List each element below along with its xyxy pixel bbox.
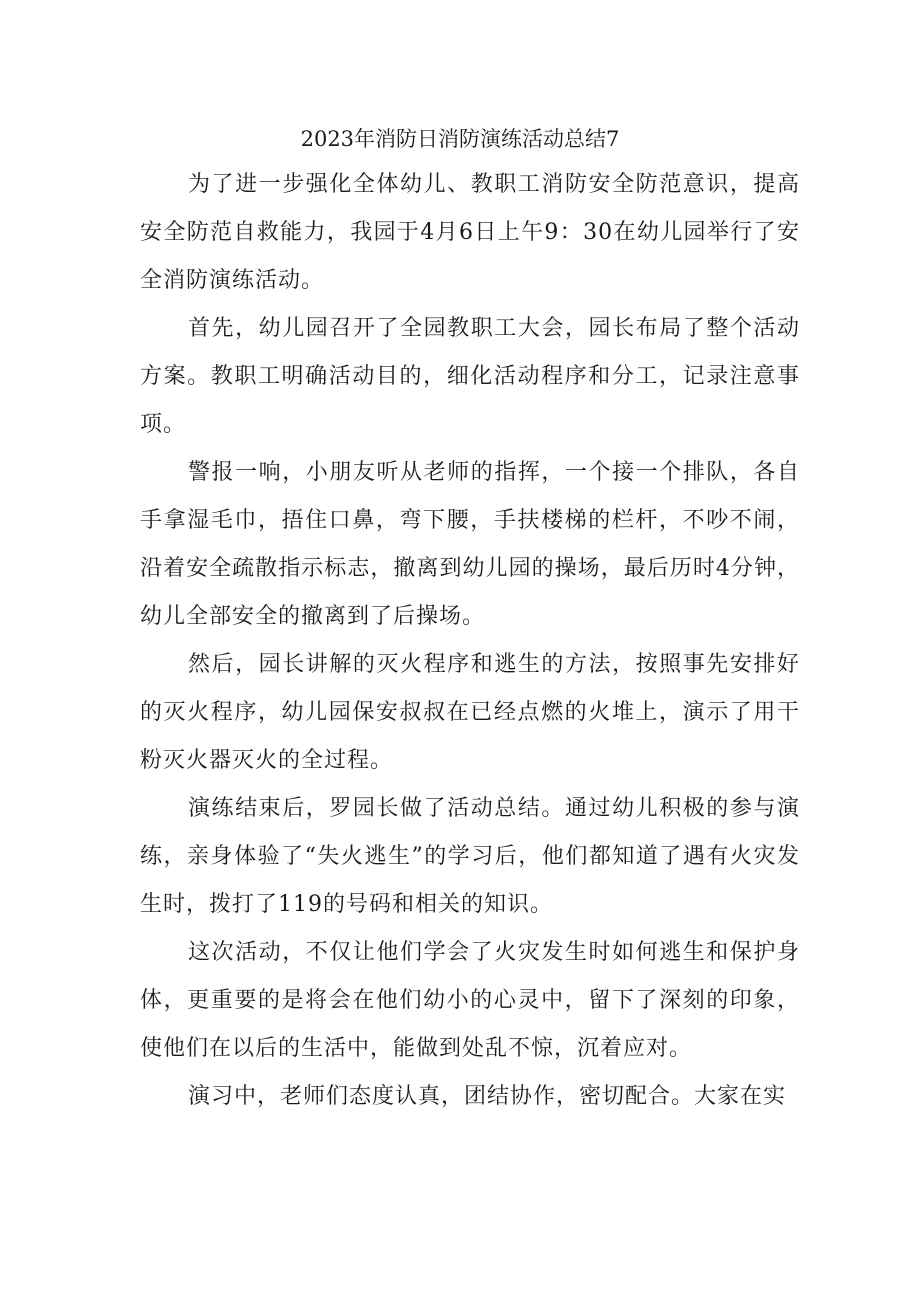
paragraph: 演练结束后，罗园长做了活动总结。通过幼儿积极的参与演练，亲身体验了“失火逃生”的学习后，他们都知道了遇有火灾发生时，拨打了119的号码和相关的知识。 — [140, 796, 800, 917]
document-body — [140, 161, 800, 1121]
paragraph: 首先，幼儿园召开了全园教职工大会，园长布局了整个活动方案。教职工明确活动目的，细化活动程序和分工，记录注意事项。 — [140, 316, 800, 437]
paragraph: 然后，园长讲解的灭火程序和逃生的方法，按照事先安排好的灭火程序，幼儿园保安叔叔在已经点燃的火堆上，演示了用干粉灭火器灭火的全过程。 — [140, 652, 800, 773]
paragraph: 这次活动，不仅让他们学会了火灾发生时如何逃生和保护身体，更重要的是将会在他们幼小的心灵中，留下了深刻的印象，使他们在以后的生活中，能做到处乱不惊，沉着应对。 — [140, 940, 800, 1061]
paragraph: 为了进一步强化全体幼儿、教职工消防安全防范意识，提高安全防范自救能力，我园于4月6日上午9：30在幼儿园举行了安全消防演练活动。 — [140, 172, 800, 293]
paragraph: 警报一响，小朋友听从老师的指挥，一个接一个排队，各自手拿湿毛巾，捂住口鼻，弯下腰，手扶楼梯的栏杆，不吵不闹，沿着安全疏散指示标志，撤离到幼儿园的操场，最后历时4分钟，幼儿全部安全的撤离到了后操场。 — [140, 460, 800, 629]
document-title: 2023年消防日消防演练活动总结7 — [300, 127, 620, 151]
paragraph: 演习中，老师们态度认真，团结协作，密切配合。大家在实 — [188, 1084, 787, 1109]
